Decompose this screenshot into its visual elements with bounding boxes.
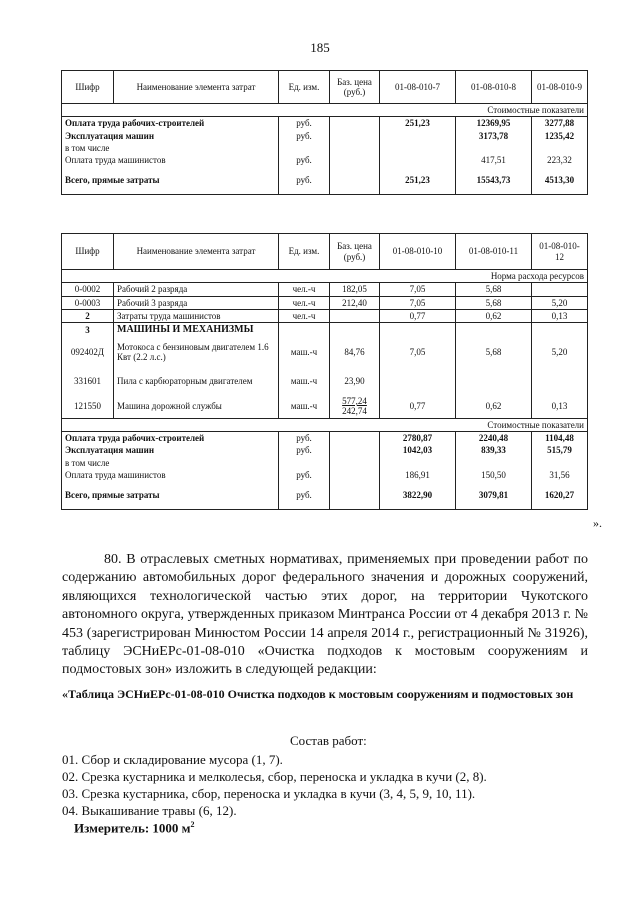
header-code: Шифр: [62, 71, 114, 104]
row-value: 15543,73: [456, 167, 532, 195]
row-value: 5,68: [456, 296, 532, 309]
row-value: 5,20: [532, 337, 588, 367]
header-col-9: 01-08-010-9: [532, 71, 588, 104]
row-value: 5,68: [456, 283, 532, 296]
row-value: 0,77: [380, 310, 456, 323]
row-value: 7,05: [380, 337, 456, 367]
row-code: 0-0003: [62, 296, 114, 309]
measure-unit: [74, 820, 195, 836]
row-name: Всего, прямые затраты: [62, 481, 279, 509]
table-row: [62, 310, 588, 323]
row-value: 1235,42: [532, 130, 588, 142]
row-unit: руб.: [279, 481, 330, 509]
row-value: 0,13: [532, 395, 588, 418]
row-value: 150,50: [456, 469, 532, 481]
table-row: [62, 296, 588, 309]
row-value: 1042,03: [380, 444, 456, 456]
table-row: [62, 444, 588, 456]
row-unit: маш.-ч: [279, 337, 330, 367]
row-unit: руб.: [279, 130, 330, 142]
table-title: «Таблица ЭСНиЕРс-01-08-010 Очистка подходов к мостовым сооружениям и подмостовых зон: [62, 687, 574, 701]
table-row: [62, 431, 588, 444]
row-value: 3173,78: [456, 130, 532, 142]
paragraph-80: 80. В отраслевых сметных нормативах, применяемых при проведении работ по содержанию автомобильных дорог федерального значения и дорожных сооружений, являющихся технологической частью этих дорог, на территории Чукотского автономного округа, утвержденных приказом Минтранса России от 4 декабря 2013 г. № 453 (зарегистрирован Минюстом России 14 апреля 2014 г., регистрационный № 31926), таблицу ЭСНиЕРс-01-08-010 «Очистка подходов к мостовым сооружениям и подмостовых зон» изложить в следующей редакции:: [62, 552, 588, 678]
work-item: 02. Срезка кустарника и мелколесья, сбор, переноска и укладка в кучи (2, 8).: [62, 769, 487, 784]
measure-unit-sup: 2: [190, 820, 195, 829]
row-price-a: 577,24: [342, 395, 367, 406]
row-value: 5,20: [532, 296, 588, 309]
row-price: [330, 310, 380, 323]
row-unit: руб.: [279, 167, 330, 195]
header-col-12: 01-08-010-12: [532, 234, 588, 270]
row-code: 092402Д: [62, 337, 114, 367]
header-code: Шифр: [62, 234, 114, 270]
row-value: 0,62: [456, 310, 532, 323]
row-value: 0,13: [532, 310, 588, 323]
row-value: 12369,95: [456, 117, 532, 130]
row-unit: чел.-ч: [279, 310, 330, 323]
row-unit: руб.: [279, 431, 330, 444]
header-unit: Ед. изм.: [279, 71, 330, 104]
section-label: Норма расхода ресурсов: [62, 270, 588, 283]
row-value: [380, 154, 456, 166]
row-price: 23,90: [330, 367, 380, 395]
measure-unit-label: Измеритель: 1000 м: [74, 820, 191, 836]
row-value: 7,05: [380, 283, 456, 296]
header-unit: Ед. изм.: [279, 234, 330, 270]
row-name: Мотокоса с бензиновым двигателем 1.6 Квт (2.2 л.с.): [114, 337, 279, 367]
work-item: 04. Выкашивание травы (6, 12).: [62, 803, 237, 818]
row-value: 3079,81: [456, 481, 532, 509]
row-value: 0,62: [456, 395, 532, 418]
row-name: Эксплуатация машин: [62, 444, 279, 456]
table-row: [62, 367, 588, 395]
row-unit: руб.: [279, 469, 330, 481]
row-unit: маш.-ч: [279, 367, 330, 395]
row-value: 515,79: [532, 444, 588, 456]
row-name: в том числе: [62, 142, 279, 154]
table-row: [62, 469, 588, 481]
row-value: 5,68: [456, 337, 532, 367]
row-value: 2240,48: [456, 431, 532, 444]
row-value: 186,91: [380, 469, 456, 481]
table-header-row: [62, 71, 588, 104]
row-code: 331601: [62, 367, 114, 395]
header-col-8: 01-08-010-8: [456, 71, 532, 104]
header-price: Баз. цена (руб.): [330, 234, 380, 270]
table-row: [62, 395, 588, 418]
table-row: [62, 283, 588, 296]
row-value: [380, 130, 456, 142]
row-name: МАШИНЫ И МЕХАНИЗМЫ: [114, 323, 279, 337]
row-value: 31,56: [532, 469, 588, 481]
header-price: Баз. цена (руб.): [330, 71, 380, 104]
work-item: 03. Срезка кустарника, сбор, переноска и укладка в кучи (3, 4, 5, 9, 10, 11).: [62, 786, 476, 801]
row-value: 1104,48: [532, 431, 588, 444]
table-row: [62, 481, 588, 509]
work-item: 01. Сбор и складирование мусора (1, 7).: [62, 752, 283, 767]
row-name: Оплата труда рабочих-строителей: [62, 117, 279, 130]
section-row: [62, 418, 588, 431]
closing-quote: ».: [593, 516, 602, 530]
table-row: [62, 323, 588, 337]
row-price: 212,40: [330, 296, 380, 309]
row-price: 84,76: [330, 337, 380, 367]
row-value: 4513,30: [532, 167, 588, 195]
row-code: 3: [62, 323, 114, 337]
row-price-b: 242,74: [342, 406, 367, 417]
table-row: [62, 167, 588, 195]
row-value: 3277,88: [532, 117, 588, 130]
table-row: [62, 142, 588, 154]
cost-table-2: [61, 233, 588, 510]
row-unit: чел.-ч: [279, 296, 330, 309]
row-code: 2: [62, 310, 114, 323]
row-name: Всего, прямые затраты: [62, 167, 279, 195]
table-header-row: [62, 234, 588, 270]
page-number: 185: [310, 40, 330, 55]
row-value: 2780,87: [380, 431, 456, 444]
header-name: Наименование элемента затрат: [114, 71, 279, 104]
row-name: Оплата труда машинистов: [62, 469, 279, 481]
row-name: Пила с карбюраторным двигателем: [114, 367, 279, 395]
row-value: 417,51: [456, 154, 532, 166]
row-unit: руб.: [279, 117, 330, 130]
row-unit: маш.-ч: [279, 395, 330, 418]
row-value: 7,05: [380, 296, 456, 309]
row-value: 223,32: [532, 154, 588, 166]
row-code: 121550: [62, 395, 114, 418]
row-name: Рабочий 2 разряда: [114, 283, 279, 296]
row-price: [330, 395, 380, 418]
header-col-11: 01-08-010-11: [456, 234, 532, 270]
row-name: Оплата труда рабочих-строителей: [62, 431, 279, 444]
row-unit: чел.-ч: [279, 283, 330, 296]
row-name: Эксплуатация машин: [62, 130, 279, 142]
row-name: Оплата труда машинистов: [62, 154, 279, 166]
header-name: Наименование элемента затрат: [114, 234, 279, 270]
row-name: Затраты труда машинистов: [114, 310, 279, 323]
table-row: [62, 337, 588, 367]
row-value: 3822,90: [380, 481, 456, 509]
header-col-10: 01-08-010-10: [380, 234, 456, 270]
table-row: [62, 154, 588, 166]
row-value: [532, 283, 588, 296]
row-code: 0-0002: [62, 283, 114, 296]
table-row: [62, 130, 588, 142]
row-value: 1620,27: [532, 481, 588, 509]
section-label: Стоимостные показатели: [62, 104, 588, 117]
section-row: [62, 104, 588, 117]
row-unit: руб.: [279, 444, 330, 456]
cost-table-1: [61, 70, 588, 195]
row-name: в том числе: [62, 457, 279, 469]
section-row: [62, 270, 588, 283]
row-value: 0,77: [380, 395, 456, 418]
header-col-7: 01-08-010-7: [380, 71, 456, 104]
section-label: Стоимостные показатели: [62, 418, 588, 431]
row-unit: руб.: [279, 154, 330, 166]
table-row: [62, 457, 588, 469]
row-name: Рабочий 3 разряда: [114, 296, 279, 309]
row-value: 251,23: [380, 167, 456, 195]
row-name: Машина дорожной службы: [114, 395, 279, 418]
works-heading: Состав работ:: [290, 733, 367, 748]
table-row: [62, 117, 588, 130]
row-value: 251,23: [380, 117, 456, 130]
row-value: 839,33: [456, 444, 532, 456]
row-price: 182,05: [330, 283, 380, 296]
